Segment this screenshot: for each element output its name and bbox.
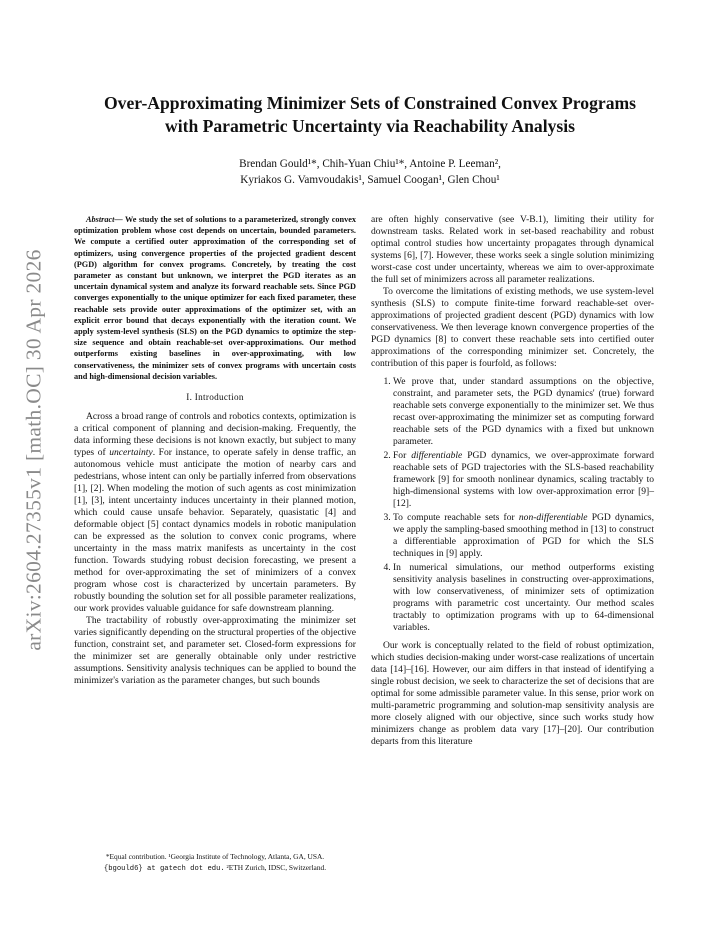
paper-title	[60, 92, 680, 138]
footnote-email: {bgould6} at gatech dot edu.	[103, 865, 225, 873]
contrib-3-emphasis: non-differentiable	[518, 512, 588, 523]
left-column	[74, 214, 356, 687]
right-paragraph-1: are often highly conservative (see V-B.1), limiting their utility for downstream tasks. Related work in set-based reachability and robust optimal control studies how uncertainty propagates through dynamical systems [6], [7]. However, these works seek a single solution minimizing worst-case cost under uncertainty, whereas we aim to over-approximate the full set of minimizers across all parameter realizations.	[371, 214, 654, 285]
right-column	[371, 214, 654, 748]
right-paragraph-2: To overcome the limitations of existing methods, we use system-level synthesis (SLS) to compute finite-time forward reachable-set over-approximations of projected gradient descent (PGD) dynamics with low conservativeness. We then leverage known convergence properties of the PGD dynamics [8] to convert these reachable sets into certified outer approximations of the corresponding minimizer set. Concretely, the contribution of this paper is fourfold, as follows:	[371, 286, 654, 369]
footnote-line-2	[74, 862, 356, 875]
contrib-2-emphasis: differentiable	[411, 450, 463, 461]
footnote-affiliation: ²ETH Zurich, IDSC, Switzerland.	[224, 863, 327, 872]
intro-p1-emphasis: uncertainty	[109, 447, 153, 459]
intro-paragraph-2: The tractability of robustly over-approximating the minimizer set varies significantly depending on the structural properties of the objective function, constraint set, and parameter set. Closed-form expressions for the minimizer set are generally obtainable only under restrictive assumptions. Sensitivity analysis techniques can be applied to bound the minimizer's variation as the parameter changes, but such bounds	[74, 615, 356, 687]
abstract	[74, 214, 356, 382]
contribution-item	[393, 512, 654, 560]
right-paragraph-3: Our work is conceptually related to the field of robust optimization, which studies decision-making under worst-case realizations of uncertain data [14]–[16]. However, our aim differs in that instead of identifying a single robust decision, we seek to characterize the set of decisions that are optimal for some admissible parameter value. In this sense, prior work on multi-parametric programming and solution-map sensitivity analysis are more closely aligned with our objective, since such works study how minimizers change as problem data vary [17]–[20]. Our contribution departs from this literature	[371, 640, 654, 747]
authors-line-1: Brendan Gould¹*, Chih-Yuan Chiu¹*, Antoine P. Leeman²,	[239, 158, 501, 170]
contribution-item: 4. In numerical simulations, our method outperforms existing sensitivity analysis baselines in constructing over-approximations, with low conservativeness, of minimizer sets of optimization programs with parametric cost uncertainty. Our method scales tractably to optimization programs with up to 64-dimensional variables.	[393, 562, 654, 634]
footnote-line-1: *Equal contribution. ¹Georgia Institute of Technology, Atlanta, GA, USA.	[105, 852, 325, 861]
title-line-2: with Parametric Uncertainty via Reachability Analysis	[165, 116, 575, 136]
abstract-text: — We study the set of solutions to a parameterized, strongly convex optimization problem whose cost depends on uncertain, bounded parameters. We compute a certified outer approximation of the corresponding set of optimizers, using convergence properties of the projected gradient descent (PGD) algorithm for convex programs. Concretely, by treating the cost parameter as constant but unknown, we interpret the PGD iterates as an uncertain dynamical system and analyze its forward reachable sets. Since PGD converges exponentially to the unique optimizer for each fixed parameter, these reachable sets provide outer approximations of the optimizer set, with an explicit error bound that decays exponentially with the iteration count. We apply system-level synthesis (SLS) on the PGD dynamics to optimize the step-size sequence and obtain reachable-set over-approximations. Our method outperforms existing baselines in over-approximating, with low conservativeness, the minimizer sets of convex programs with uncertain costs and high-dimensional decision variables.	[74, 215, 356, 381]
contrib-2-text-a: For	[393, 450, 412, 461]
intro-p1-text-a: Across a broad range of controls and robotics contexts, optimization is a critical component of planning and decision-making. Frequently, the data informing these decisions is not known exactly, but subject to many types of	[74, 411, 356, 459]
authors-line-2: Kyriakos G. Vamvoudakis¹, Samuel Coogan¹, Glen Chou¹	[240, 174, 500, 186]
intro-p1-text-b: . For instance, to operate safely in dense traffic, an autonomous vehicle must anticipate the motion of nearby cars and pedestrians, whose intent can only be partially inferred from observations [1], [2]. When modeling the motion of such agents as cost minimization [1], [3], intent uncertainty induces uncertainty in their planned motion, which could cause unsafe behavior. Separately, quasistatic [4] and deformable object [5] contact dynamics models in robotic manipulation can be expressed as the solution to convex conic programs, where uncertainty in the mass matrix manifests as uncertainty in the cost function. Towards studying robust decision forecasting, we present a method for over-approximating the set of minimizers of a convex program whose cost is characterized by uncertain parameters. By robustly bounding the solution set for all possible parameter realizations, our work provides valuable guidance for safe downstream planning.	[74, 447, 356, 615]
contribution-item	[393, 450, 654, 510]
contrib-3-text-b: PGD dynamics, we apply the sampling-based smoothing method in [13] to construct a differentiable approximation of PGD for which the SLS techniques in [9] apply.	[393, 512, 654, 559]
contrib-3-text-a: To compute reachable sets for	[393, 512, 519, 523]
contribution-list	[371, 376, 654, 634]
abstract-lead: Abstract	[86, 215, 115, 224]
contribution-item: 1. We prove that, under standard assumptions on the objective, constraint, and parameter sets, the PGD dynamics' (true) forward reachable sets converge exponentially to the minimizer set. We thus recast over-approximating the minimizer set as computing forward reachable sets of the PGD dynamics with a fixed but unknown parameter.	[393, 376, 654, 448]
author-list	[60, 156, 680, 188]
section-heading-introduction: I. Introduction	[186, 392, 244, 403]
contrib-2-text-b: PGD dynamics, we over-approximate forward reachable sets of PGD trajectories with the SLS-based reachability framework [9] for smooth nonlinear dynamics, scaling tractably to high-dimensional systems with low over-approximation error [9]–[12].	[393, 450, 654, 509]
footnote	[74, 851, 356, 875]
title-line-1: Over-Approximating Minimizer Sets of Constrained Convex Programs	[104, 93, 636, 113]
arxiv-stamp: arXiv:2604.27355v1 [math.OC] 30 Apr 2026	[21, 249, 46, 651]
intro-paragraph-1	[74, 411, 356, 615]
